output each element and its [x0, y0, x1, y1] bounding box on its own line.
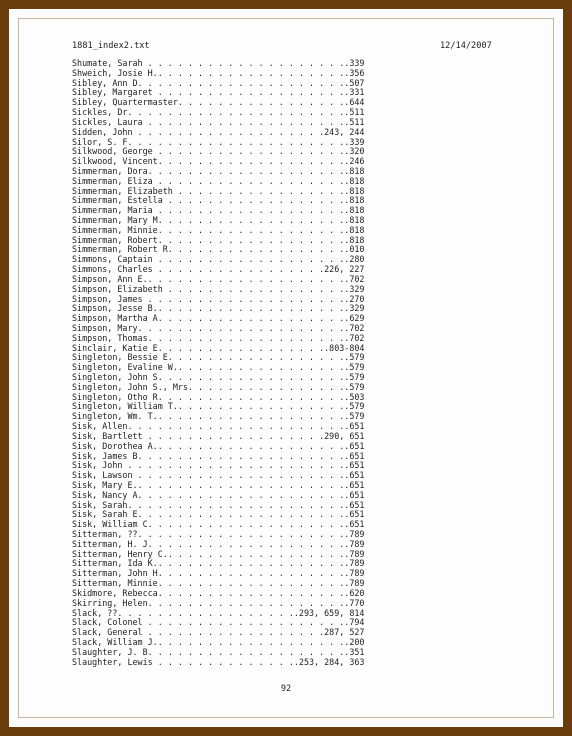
index-entry [72, 559, 432, 569]
index-entry [72, 491, 432, 501]
entry-name: Sisk, Sarah E. [72, 510, 143, 520]
entry-pages: 226, 227 [324, 265, 365, 275]
entry-pages: .579 [344, 363, 365, 373]
index-entry [72, 285, 432, 295]
entry-pages: .818 [344, 235, 365, 245]
dot-leader: . . . . . . . . . . . . . . . . . . [142, 628, 325, 638]
document-date: 12/14/2007 [440, 41, 492, 51]
index-entry [72, 540, 432, 550]
entry-name: Slack, William J. [72, 637, 158, 647]
entry-name: Sickles, Laura [72, 117, 143, 127]
index-entry [72, 344, 432, 354]
entry-pages: .339 [344, 59, 365, 68]
entry-pages: .651 [344, 422, 365, 432]
dot-leader: . . . . . . . . . . . . . . . . . . . . [142, 510, 345, 520]
dot-leader: . . . . . . . . . . . . . . . . . . . . [142, 618, 345, 628]
dot-leader: . . . . . . . . . . . . . . . . . . . [152, 147, 345, 157]
entry-name: Sisk, Bartlett [72, 431, 143, 441]
entry-pages: .579 [344, 402, 365, 412]
index-entry-list [72, 59, 432, 667]
index-entry [72, 648, 432, 658]
index-entry [72, 275, 432, 285]
entry-pages: .270 [344, 294, 365, 304]
index-entry [72, 295, 432, 305]
entry-name: Simpson, Elizabeth [72, 284, 163, 294]
entry-pages: .651 [344, 490, 365, 500]
entry-pages: .511 [344, 108, 365, 118]
index-entry [72, 510, 432, 520]
entry-name: Simpson, Ann E. [72, 274, 148, 284]
index-entry [72, 363, 432, 373]
dot-leader: . . . . . . . . . . . . . . . . . . [162, 579, 345, 589]
entry-pages: .789 [344, 579, 365, 589]
index-entry [72, 187, 432, 197]
entry-name: Singleton, William T. [72, 402, 178, 412]
dot-leader: . . . . . . . . . . . . . . . . . . . . [147, 274, 345, 284]
dot-leader: . . . . . . . . . . . . . . . . . [122, 608, 294, 618]
entry-pages: .702 [344, 274, 365, 284]
dot-leader: . . . . . . . . . . . . . . . . . . . [152, 520, 345, 530]
index-entry [72, 412, 432, 422]
dot-leader: . . . . . . . . . . . . . . . . . . . [157, 559, 345, 569]
entry-name: Sisk, William C. [72, 520, 153, 530]
dot-leader: . . . . . . . . . . . . . . . . . . [162, 157, 345, 167]
entry-name: Sisk, Allen. [72, 422, 133, 432]
index-entry [72, 59, 432, 69]
dot-leader: . . . . . . . . . . . . . . . . . . . [152, 598, 345, 608]
dot-leader: . . . . . . . . . . . . . . . . . . . . . [132, 137, 345, 147]
entry-name: Simpson, Martha A. [72, 314, 163, 324]
dot-leader: . . . . . . . . . . . . . . . . . . [162, 392, 345, 402]
entry-name: Simmerman, Eliza [72, 176, 153, 186]
entry-pages: .651 [344, 520, 365, 530]
dot-leader: . . . . . . . . . . . . . . . . . . . . . [132, 422, 345, 432]
dot-leader: . . . . . . . . . . . . . . . . . . . [152, 176, 345, 186]
dot-leader: . . . . . . . . . . . . . . . . . . [162, 225, 345, 235]
index-entry [72, 628, 432, 638]
entry-pages: .331 [344, 88, 365, 98]
entry-name: Sitterman, Ida K. [72, 559, 158, 569]
dot-leader: . . . . . . . . . . . . . . . . . . . [152, 333, 345, 343]
dot-leader: . . . . . . . . . . . . . . . . . . . . [142, 530, 345, 539]
entry-name: Sisk, Nancy A. [72, 490, 143, 500]
entry-name: Simpson, Mary. [72, 323, 143, 333]
entry-pages: .293, 659, 814 [293, 608, 365, 618]
index-entry [72, 108, 432, 118]
index-entry [72, 442, 432, 452]
dot-leader: . . . . . . . . . . . . . . . . . . . [157, 304, 345, 314]
entry-name: Simmerman, Mary M. [72, 216, 163, 225]
dot-leader: . . . . . . . . . . . . . . . . . . . . [142, 490, 345, 500]
entry-name: Slack, Colonel [72, 618, 143, 628]
dot-leader: . . . . . . . . . . . . . . . . . . . [152, 255, 345, 265]
entry-pages: .579 [344, 412, 365, 422]
index-entry [72, 265, 432, 275]
entry-pages: 287, 527 [324, 628, 365, 638]
entry-pages: .651 [344, 480, 365, 490]
entry-name: Slaughter, J. B. [72, 647, 153, 657]
entry-pages: .503 [344, 392, 365, 402]
entry-name: Sitterman, H. J. [72, 539, 153, 549]
index-entry [72, 236, 432, 246]
dot-leader: . . . . . . . . . . . . . . . . . [172, 353, 345, 363]
entry-name: Simmerman, Elizabeth [72, 186, 173, 196]
entry-pages: .789 [344, 549, 365, 559]
index-entry [72, 255, 432, 265]
index-entry [72, 196, 432, 206]
dot-leader: . . . . . . . . . . . . . . . . . . . . . [132, 471, 345, 481]
index-entry [72, 550, 432, 560]
dot-leader: . . . . . . . . . . . . . . . . . . [162, 588, 345, 598]
entry-name: Singleton, Bessie E. [72, 353, 173, 363]
index-entry [72, 128, 432, 138]
index-entry [72, 353, 432, 363]
dot-leader: . . . . . . . . . . . . . . . . . . . . [142, 451, 345, 461]
dot-leader: . . . . . . . . . . . . . . . . . . [167, 549, 345, 559]
entry-name: Singleton, Wm. T. [72, 412, 158, 422]
entry-name: Skirring, Helen. [72, 598, 153, 608]
entry-name: Silkwood, Vincent. [72, 157, 163, 167]
entry-pages: .351 [344, 647, 365, 657]
entry-name: Simmerman, Estella [72, 196, 163, 206]
entry-pages: .651 [344, 510, 365, 520]
entry-pages: .702 [344, 333, 365, 343]
entry-pages: .507 [344, 78, 365, 88]
index-entry [72, 177, 432, 187]
dot-leader: . . . . . . . . . . . . . . . . . . . . . [132, 108, 345, 118]
dot-leader: . . . . . . . . . . . . . . [152, 657, 294, 667]
entry-pages: .511 [344, 117, 365, 127]
entry-pages: .818 [344, 196, 365, 206]
index-entry [72, 530, 432, 540]
entry-pages: .579 [344, 382, 365, 392]
entry-name: Slack, ??. [72, 608, 123, 618]
entry-pages: .651 [344, 441, 365, 451]
index-entry [72, 88, 432, 98]
index-entry [72, 383, 432, 393]
index-entry [72, 98, 432, 108]
entry-pages: .629 [344, 314, 365, 324]
entry-pages: .320 [344, 147, 365, 157]
entry-pages: .803-804 [324, 343, 365, 353]
entry-name: Simmons, Captain [72, 255, 153, 265]
entry-name: Silkwood, George [72, 147, 153, 157]
index-entry [72, 402, 432, 412]
entry-name: Singleton, John S., Mrs. [72, 382, 194, 392]
entry-pages: .818 [344, 166, 365, 176]
entry-pages: .651 [344, 461, 365, 471]
index-entry [72, 609, 432, 619]
index-entry [72, 324, 432, 334]
entry-pages: 290, 651 [324, 431, 365, 441]
dot-leader: . . . . . . . . . . . . . . . . . . . [157, 412, 345, 422]
dot-leader: . . . . . . . . . . . . . . . . . . . . [142, 117, 345, 127]
entry-name: Sibley, Quartermaster. [72, 98, 183, 108]
entry-name: Simmerman, Dora. [72, 166, 153, 176]
dot-leader: . . . . . . . . . . . . . . . . [182, 98, 345, 108]
index-entry [72, 216, 432, 226]
entry-pages: .356 [344, 68, 365, 78]
entry-pages: .339 [344, 137, 365, 147]
index-entry [72, 658, 432, 668]
entry-name: Simmerman, Robert. [72, 235, 163, 245]
dot-leader: . . . . . . . . . . . . . . . . . . . [152, 206, 345, 216]
entry-name: Singleton, John S. [72, 373, 163, 382]
dot-leader: . . . . . . . . . . . . . . . . . . . . . [137, 480, 345, 490]
dot-leader: . . . . . . . . . . . . . . . . [162, 343, 325, 353]
dot-leader: . . . . . . . . . . . . . . . . . [152, 265, 325, 275]
entry-name: Simpson, James [72, 294, 143, 304]
dot-leader: . . . . . . . . . . . . . . . . . . . [152, 539, 345, 549]
index-entry [72, 167, 432, 177]
entry-pages: .818 [344, 206, 365, 216]
dot-leader: . . . . . . . . . . . . . . . . . . [162, 314, 345, 324]
index-entry [72, 481, 432, 491]
index-entry [72, 501, 432, 511]
index-entry [72, 618, 432, 628]
entry-pages: .329 [344, 284, 365, 294]
index-entry [72, 520, 432, 530]
entry-pages: .620 [344, 588, 365, 598]
index-entry [72, 589, 432, 599]
dot-leader: . . . . . . . . . . . . . . . . . . [162, 235, 345, 245]
entry-name: Shweich, Josie H. [72, 68, 158, 78]
entry-name: Sisk, Dorothea A. [72, 441, 158, 451]
dot-leader: . . . . . . . . . . . . . . . . . [172, 186, 345, 196]
entry-name: Simmons, Charles [72, 265, 153, 275]
entry-name: Sisk, Sarah. [72, 500, 133, 510]
entry-pages: .253, 284, 363 [293, 657, 365, 667]
index-entry [72, 599, 432, 609]
index-entry [72, 638, 432, 648]
dot-leader: . . . . . . . . . . . . . . . . . . . . [142, 323, 345, 333]
entry-name: Singleton, Otho R. [72, 392, 163, 402]
index-entry [72, 138, 432, 148]
entry-name: Sickles, Dr. [72, 108, 133, 118]
dot-leader: . . . . . . . . . . . . . . . . . [177, 402, 345, 412]
entry-name: Sisk, John [72, 461, 123, 471]
dot-leader: . . . . . . . . . . . . . . . . . . . [132, 127, 325, 137]
dot-leader: . . . . . . . . . . . . . . . [193, 382, 345, 392]
dot-leader: . . . . . . . . . . . . . . . . . . [162, 284, 345, 294]
entry-pages: .818 [344, 216, 365, 225]
index-entry [72, 373, 432, 383]
entry-pages: .794 [344, 618, 365, 628]
entry-pages: .329 [344, 304, 365, 314]
entry-name: Silor, S. F. [72, 137, 133, 147]
entry-name: Sitterman, ??. [72, 530, 143, 539]
entry-name: Sitterman, Henry C. [72, 549, 168, 559]
entry-pages: .789 [344, 559, 365, 569]
entry-name: Sitterman, Minnie. [72, 579, 163, 589]
index-entry [72, 579, 432, 589]
dot-leader: . . . . . . . . . . . . . . . . . . . [152, 647, 345, 657]
entry-pages: .789 [344, 539, 365, 549]
entry-name: Sisk, Lawson [72, 471, 133, 481]
dot-leader: . . . . . . . . . . . . . . . . . . . . [142, 59, 345, 68]
entry-pages: .818 [344, 225, 365, 235]
index-entry [72, 79, 432, 89]
entry-pages: .702 [344, 323, 365, 333]
index-entry [72, 334, 432, 344]
index-entry [72, 393, 432, 403]
entry-pages: .789 [344, 530, 365, 539]
index-entry [72, 147, 432, 157]
page-number: 92 [280, 684, 292, 694]
index-entry [72, 118, 432, 128]
dot-leader: . . . . . . . . . . . . . . . . . . [162, 216, 345, 225]
index-entry [72, 452, 432, 462]
entry-name: Sibley, Margaret [72, 88, 153, 98]
index-entry [72, 157, 432, 167]
entry-pages: .200 [344, 637, 365, 647]
entry-name: Sinclair, Katie E. [72, 343, 163, 353]
index-entry [72, 245, 432, 255]
entry-name: Skidmore, Rebecca. [72, 588, 163, 598]
dot-leader: . . . . . . . . . . . . . . . . . . . [152, 88, 345, 98]
entry-name: Simpson, Thomas. [72, 333, 153, 343]
dot-leader: . . . . . . . . . . . . . . . . . . [162, 373, 345, 382]
entry-pages: .789 [344, 569, 365, 579]
index-entry [72, 471, 432, 481]
entry-name: Slack, General [72, 628, 143, 638]
entry-name: Shumate, Sarah [72, 59, 143, 68]
dot-leader: . . . . . . . . . . . . . . . . . . [162, 196, 345, 206]
dot-leader: . . . . . . . . . . . . . . . . . . . [157, 441, 345, 451]
dot-leader: . . . . . . . . . . . . . . . . . [172, 245, 345, 255]
entry-name: Simmerman, Maria [72, 206, 153, 216]
entry-pages: .579 [344, 353, 365, 363]
entry-name: Singleton, Evaline W. [72, 363, 178, 373]
index-entry [72, 206, 432, 216]
entry-pages: .651 [344, 500, 365, 510]
dot-leader: . . . . . . . . . . . . . . . . . [177, 363, 345, 373]
entry-pages: .818 [344, 186, 365, 196]
index-entry [72, 422, 432, 432]
index-entry [72, 432, 432, 442]
entry-pages: .010 [344, 245, 365, 255]
entry-name: Sidden, John [72, 127, 133, 137]
entry-pages: .280 [344, 255, 365, 265]
index-entry [72, 569, 432, 579]
entry-pages: .246 [344, 157, 365, 167]
dot-leader: . . . . . . . . . . . . . . . . . . . . . . [122, 461, 345, 471]
entry-name: Slaughter, Lewis [72, 657, 153, 667]
entry-pages: .818 [344, 176, 365, 186]
dot-leader: . . . . . . . . . . . . . . . . . . [142, 431, 325, 441]
index-entry [72, 304, 432, 314]
entry-name: Sitterman, John H. [72, 569, 163, 579]
index-entry [72, 461, 432, 471]
index-entry [72, 314, 432, 324]
entry-name: Simpson, Jesse B. [72, 304, 158, 314]
entry-name: Sisk, Mary E. [72, 480, 138, 490]
entry-pages: .651 [344, 471, 365, 481]
entry-name: Sibley, Ann D. [72, 78, 143, 88]
entry-pages: .644 [344, 98, 365, 108]
entry-name: Simmerman, Robert R. [72, 245, 173, 255]
dot-leader: . . . . . . . . . . . . . . . . . . [162, 569, 345, 579]
index-entry [72, 69, 432, 79]
dot-leader: . . . . . . . . . . . . . . . . . . . [157, 637, 345, 647]
entry-name: Simmerman, Minnie. [72, 225, 163, 235]
dot-leader: . . . . . . . . . . . . . . . . . . . . [142, 78, 345, 88]
entry-pages: .579 [344, 373, 365, 382]
dot-leader: . . . . . . . . . . . . . . . . . . . [157, 68, 345, 78]
index-entry [72, 226, 432, 236]
entry-pages: .651 [344, 451, 365, 461]
entry-name: Sisk, James B. [72, 451, 143, 461]
entry-pages: 243, 244 [324, 127, 365, 137]
document-filename: 1881_index2.txt [72, 41, 150, 51]
entry-pages: .770 [344, 598, 365, 608]
dot-leader: . . . . . . . . . . . . . . . . . . . . [142, 294, 345, 304]
dot-leader: . . . . . . . . . . . . . . . . . . . [152, 166, 345, 176]
dot-leader: . . . . . . . . . . . . . . . . . . . . . [132, 500, 345, 510]
